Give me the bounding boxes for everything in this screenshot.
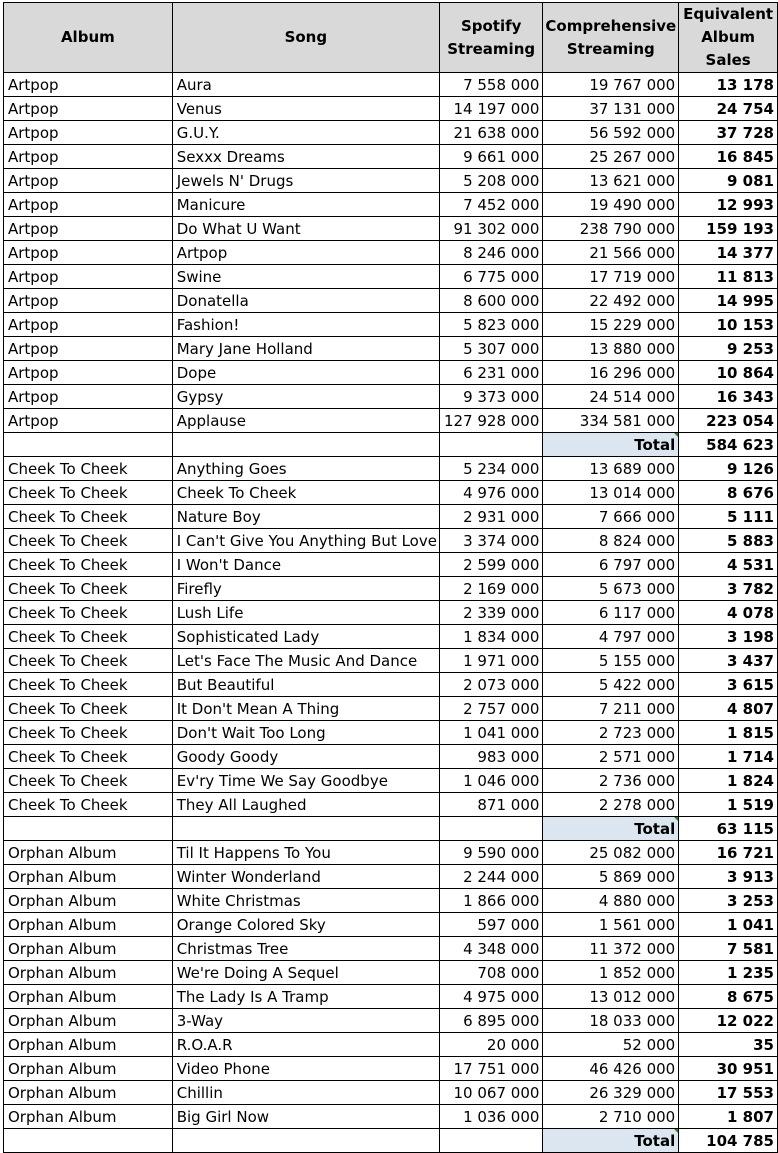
comprehensive-streaming-cell: 238 790 000 — [543, 217, 679, 241]
song-cell: Donatella — [172, 289, 439, 313]
table-row — [4, 961, 778, 985]
equivalent-sales-cell: 37 728 — [679, 121, 778, 145]
song-cell: Christmas Tree — [172, 937, 439, 961]
table-row — [4, 241, 778, 265]
song-cell: Cheek To Cheek — [172, 481, 439, 505]
album-cell: Artpop — [4, 313, 173, 337]
song-cell: Ev'ry Time We Say Goodbye — [172, 769, 439, 793]
song-cell: Applause — [172, 409, 439, 433]
album-cell: Orphan Album — [4, 1057, 173, 1081]
table-row — [4, 121, 778, 145]
spotify-streaming-cell: 2 073 000 — [439, 673, 542, 697]
equivalent-sales-cell: 16 845 — [679, 145, 778, 169]
comprehensive-streaming-cell: 334 581 000 — [543, 409, 679, 433]
song-cell: I Can't Give You Anything But Love — [172, 529, 439, 553]
song-cell: Anything Goes — [172, 457, 439, 481]
spotify-streaming-cell: 1 046 000 — [439, 769, 542, 793]
comprehensive-streaming-cell: 7 211 000 — [543, 697, 679, 721]
equivalent-sales-cell: 3 615 — [679, 673, 778, 697]
table-row — [4, 577, 778, 601]
comprehensive-streaming-cell: 6 797 000 — [543, 553, 679, 577]
spotify-streaming-cell: 2 931 000 — [439, 505, 542, 529]
equivalent-sales-cell: 1 519 — [679, 793, 778, 817]
total-label: Total — [543, 817, 679, 841]
album-cell: Cheek To Cheek — [4, 649, 173, 673]
table-row — [4, 793, 778, 817]
table-row — [4, 73, 778, 97]
album-cell: Artpop — [4, 385, 173, 409]
spotify-streaming-cell: 8 600 000 — [439, 289, 542, 313]
equivalent-sales-cell: 5 883 — [679, 529, 778, 553]
comprehensive-streaming-cell: 26 329 000 — [543, 1081, 679, 1105]
total-label: Total — [543, 1129, 679, 1153]
song-cell: Winter Wonderland — [172, 865, 439, 889]
spotify-streaming-cell: 7 452 000 — [439, 193, 542, 217]
spotify-streaming-cell: 708 000 — [439, 961, 542, 985]
table-row — [4, 1009, 778, 1033]
comprehensive-streaming-cell: 13 014 000 — [543, 481, 679, 505]
album-cell: Artpop — [4, 337, 173, 361]
spotify-streaming-cell: 2 244 000 — [439, 865, 542, 889]
equivalent-sales-cell: 1 815 — [679, 721, 778, 745]
table-row — [4, 145, 778, 169]
album-cell: Orphan Album — [4, 961, 173, 985]
equivalent-sales-cell: 1 714 — [679, 745, 778, 769]
album-cell: Artpop — [4, 73, 173, 97]
spotify-streaming-cell: 4 975 000 — [439, 985, 542, 1009]
comprehensive-streaming-cell: 18 033 000 — [543, 1009, 679, 1033]
spotify-streaming-cell: 91 302 000 — [439, 217, 542, 241]
table-row — [4, 1057, 778, 1081]
comprehensive-streaming-cell: 2 736 000 — [543, 769, 679, 793]
spotify-streaming-cell: 6 231 000 — [439, 361, 542, 385]
empty-cell — [439, 1129, 542, 1153]
album-cell: Orphan Album — [4, 1033, 173, 1057]
song-cell: Let's Face The Music And Dance — [172, 649, 439, 673]
album-cell: Cheek To Cheek — [4, 697, 173, 721]
table-row — [4, 313, 778, 337]
equivalent-sales-cell: 3 437 — [679, 649, 778, 673]
song-cell: I Won't Dance — [172, 553, 439, 577]
equivalent-sales-cell: 9 253 — [679, 337, 778, 361]
song-cell: Chillin — [172, 1081, 439, 1105]
empty-cell — [172, 817, 439, 841]
comprehensive-streaming-cell: 1 852 000 — [543, 961, 679, 985]
song-cell: Swine — [172, 265, 439, 289]
table-row — [4, 97, 778, 121]
comprehensive-streaming-cell: 5 422 000 — [543, 673, 679, 697]
comprehensive-streaming-cell: 7 666 000 — [543, 505, 679, 529]
spotify-streaming-cell: 983 000 — [439, 745, 542, 769]
equivalent-sales-cell: 16 721 — [679, 841, 778, 865]
total-row — [4, 817, 778, 841]
comprehensive-streaming-cell: 2 710 000 — [543, 1105, 679, 1129]
song-cell: Fashion! — [172, 313, 439, 337]
spotify-streaming-cell: 1 866 000 — [439, 889, 542, 913]
album-sales-table — [3, 2, 778, 1153]
equivalent-sales-cell: 14 377 — [679, 241, 778, 265]
spotify-streaming-cell: 1 036 000 — [439, 1105, 542, 1129]
comprehensive-streaming-cell: 19 767 000 — [543, 73, 679, 97]
comprehensive-streaming-cell: 4 880 000 — [543, 889, 679, 913]
spotify-streaming-cell: 10 067 000 — [439, 1081, 542, 1105]
song-cell: Manicure — [172, 193, 439, 217]
comprehensive-streaming-cell: 8 824 000 — [543, 529, 679, 553]
spotify-streaming-cell: 20 000 — [439, 1033, 542, 1057]
song-cell: Orange Colored Sky — [172, 913, 439, 937]
spotify-streaming-cell: 7 558 000 — [439, 73, 542, 97]
table-row — [4, 625, 778, 649]
song-cell: Don't Wait Too Long — [172, 721, 439, 745]
comprehensive-streaming-cell: 52 000 — [543, 1033, 679, 1057]
equivalent-sales-cell: 1 807 — [679, 1105, 778, 1129]
song-cell: G.U.Y. — [172, 121, 439, 145]
comprehensive-streaming-cell: 5 155 000 — [543, 649, 679, 673]
album-cell: Artpop — [4, 217, 173, 241]
table-row — [4, 721, 778, 745]
equivalent-sales-cell: 13 178 — [679, 73, 778, 97]
comprehensive-streaming-cell: 25 267 000 — [543, 145, 679, 169]
album-cell: Artpop — [4, 409, 173, 433]
comprehensive-streaming-cell: 17 719 000 — [543, 265, 679, 289]
album-cell: Cheek To Cheek — [4, 481, 173, 505]
song-cell: They All Laughed — [172, 793, 439, 817]
spotify-streaming-cell: 5 823 000 — [439, 313, 542, 337]
header-comprehensive-streaming: Comprehensive Streaming — [543, 3, 679, 73]
spotify-streaming-cell: 3 374 000 — [439, 529, 542, 553]
spotify-streaming-cell: 17 751 000 — [439, 1057, 542, 1081]
song-cell: R.O.A.R — [172, 1033, 439, 1057]
comprehensive-streaming-cell: 2 278 000 — [543, 793, 679, 817]
song-cell: White Christmas — [172, 889, 439, 913]
song-cell: Lush Life — [172, 601, 439, 625]
table-row — [4, 649, 778, 673]
song-cell: Artpop — [172, 241, 439, 265]
comprehensive-streaming-cell: 25 082 000 — [543, 841, 679, 865]
total-label: Total — [543, 433, 679, 457]
table-row — [4, 889, 778, 913]
song-cell: Mary Jane Holland — [172, 337, 439, 361]
table-row — [4, 265, 778, 289]
equivalent-sales-cell: 3 913 — [679, 865, 778, 889]
table-row — [4, 337, 778, 361]
spotify-streaming-cell: 871 000 — [439, 793, 542, 817]
equivalent-sales-cell: 3 253 — [679, 889, 778, 913]
spotify-streaming-cell: 1 834 000 — [439, 625, 542, 649]
spotify-streaming-cell: 5 307 000 — [439, 337, 542, 361]
song-cell: The Lady Is A Tramp — [172, 985, 439, 1009]
comprehensive-streaming-cell: 5 869 000 — [543, 865, 679, 889]
comprehensive-streaming-cell: 19 490 000 — [543, 193, 679, 217]
spotify-streaming-cell: 597 000 — [439, 913, 542, 937]
comprehensive-streaming-cell: 22 492 000 — [543, 289, 679, 313]
spotify-streaming-cell: 9 373 000 — [439, 385, 542, 409]
album-cell: Orphan Album — [4, 1009, 173, 1033]
song-cell: Big Girl Now — [172, 1105, 439, 1129]
comprehensive-streaming-cell: 1 561 000 — [543, 913, 679, 937]
table-row — [4, 937, 778, 961]
table-row — [4, 361, 778, 385]
album-cell: Orphan Album — [4, 913, 173, 937]
album-cell: Cheek To Cheek — [4, 769, 173, 793]
album-cell: Orphan Album — [4, 841, 173, 865]
empty-cell — [172, 1129, 439, 1153]
song-cell: Goody Goody — [172, 745, 439, 769]
album-cell: Orphan Album — [4, 865, 173, 889]
comprehensive-streaming-cell: 37 131 000 — [543, 97, 679, 121]
spotify-streaming-cell: 4 976 000 — [439, 481, 542, 505]
album-cell: Cheek To Cheek — [4, 529, 173, 553]
table-row — [4, 1105, 778, 1129]
equivalent-sales-cell: 3 782 — [679, 577, 778, 601]
spotify-streaming-cell: 8 246 000 — [439, 241, 542, 265]
album-cell: Orphan Album — [4, 1081, 173, 1105]
equivalent-sales-cell: 24 754 — [679, 97, 778, 121]
comprehensive-streaming-cell: 5 673 000 — [543, 577, 679, 601]
equivalent-sales-cell: 12 993 — [679, 193, 778, 217]
spotify-streaming-cell: 14 197 000 — [439, 97, 542, 121]
table-row — [4, 745, 778, 769]
album-cell: Cheek To Cheek — [4, 745, 173, 769]
table-row — [4, 529, 778, 553]
total-value: 584 623 — [679, 433, 778, 457]
equivalent-sales-cell: 1 235 — [679, 961, 778, 985]
table-row — [4, 985, 778, 1009]
equivalent-sales-cell: 8 676 — [679, 481, 778, 505]
table-row — [4, 217, 778, 241]
album-cell: Orphan Album — [4, 1105, 173, 1129]
total-row — [4, 433, 778, 457]
album-cell: Cheek To Cheek — [4, 673, 173, 697]
song-cell: Aura — [172, 73, 439, 97]
album-cell: Artpop — [4, 121, 173, 145]
song-cell: Jewels N' Drugs — [172, 169, 439, 193]
album-cell: Orphan Album — [4, 889, 173, 913]
comprehensive-streaming-cell: 21 566 000 — [543, 241, 679, 265]
spotify-streaming-cell: 21 638 000 — [439, 121, 542, 145]
song-cell: Firefly — [172, 577, 439, 601]
equivalent-sales-cell: 14 995 — [679, 289, 778, 313]
song-cell: Venus — [172, 97, 439, 121]
song-cell: 3-Way — [172, 1009, 439, 1033]
song-cell: Nature Boy — [172, 505, 439, 529]
comprehensive-streaming-cell: 15 229 000 — [543, 313, 679, 337]
empty-cell — [4, 817, 173, 841]
table-row — [4, 865, 778, 889]
spotify-streaming-cell: 6 775 000 — [439, 265, 542, 289]
album-cell: Cheek To Cheek — [4, 601, 173, 625]
comprehensive-streaming-cell: 6 117 000 — [543, 601, 679, 625]
spotify-streaming-cell: 2 169 000 — [439, 577, 542, 601]
spotify-streaming-cell: 2 599 000 — [439, 553, 542, 577]
table-row — [4, 505, 778, 529]
comprehensive-streaming-cell: 13 012 000 — [543, 985, 679, 1009]
album-cell: Cheek To Cheek — [4, 553, 173, 577]
comprehensive-streaming-cell: 16 296 000 — [543, 361, 679, 385]
song-cell: It Don't Mean A Thing — [172, 697, 439, 721]
equivalent-sales-cell: 1 824 — [679, 769, 778, 793]
empty-cell — [439, 817, 542, 841]
total-value: 104 785 — [679, 1129, 778, 1153]
equivalent-sales-cell: 8 675 — [679, 985, 778, 1009]
comprehensive-streaming-cell: 11 372 000 — [543, 937, 679, 961]
table-row — [4, 289, 778, 313]
equivalent-sales-cell: 223 054 — [679, 409, 778, 433]
equivalent-sales-cell: 5 111 — [679, 505, 778, 529]
album-cell: Orphan Album — [4, 985, 173, 1009]
table-row — [4, 457, 778, 481]
table-row — [4, 913, 778, 937]
header-row — [4, 3, 778, 73]
total-value: 63 115 — [679, 817, 778, 841]
comprehensive-streaming-cell: 46 426 000 — [543, 1057, 679, 1081]
spotify-streaming-cell: 9 661 000 — [439, 145, 542, 169]
album-cell: Artpop — [4, 265, 173, 289]
spotify-streaming-cell: 5 234 000 — [439, 457, 542, 481]
comprehensive-streaming-cell: 2 723 000 — [543, 721, 679, 745]
equivalent-sales-cell: 9 126 — [679, 457, 778, 481]
equivalent-sales-cell: 9 081 — [679, 169, 778, 193]
song-cell: Til It Happens To You — [172, 841, 439, 865]
equivalent-sales-cell: 17 553 — [679, 1081, 778, 1105]
comprehensive-streaming-cell: 56 592 000 — [543, 121, 679, 145]
table-row — [4, 553, 778, 577]
table-body — [4, 73, 778, 1153]
table-row — [4, 169, 778, 193]
equivalent-sales-cell: 1 041 — [679, 913, 778, 937]
table-row — [4, 193, 778, 217]
table-row — [4, 1033, 778, 1057]
album-cell: Artpop — [4, 193, 173, 217]
album-cell: Artpop — [4, 169, 173, 193]
album-cell: Cheek To Cheek — [4, 625, 173, 649]
song-cell: Sophisticated Lady — [172, 625, 439, 649]
table-row — [4, 769, 778, 793]
table-row — [4, 481, 778, 505]
album-cell: Cheek To Cheek — [4, 793, 173, 817]
empty-cell — [439, 433, 542, 457]
comprehensive-streaming-cell: 13 689 000 — [543, 457, 679, 481]
spotify-streaming-cell: 127 928 000 — [439, 409, 542, 433]
table-row — [4, 409, 778, 433]
table-row — [4, 673, 778, 697]
spotify-streaming-cell: 6 895 000 — [439, 1009, 542, 1033]
equivalent-sales-cell: 12 022 — [679, 1009, 778, 1033]
empty-cell — [4, 1129, 173, 1153]
empty-cell — [172, 433, 439, 457]
song-cell: Gypsy — [172, 385, 439, 409]
song-cell: Dope — [172, 361, 439, 385]
total-row — [4, 1129, 778, 1153]
equivalent-sales-cell: 30 951 — [679, 1057, 778, 1081]
spotify-streaming-cell: 1 971 000 — [439, 649, 542, 673]
comprehensive-streaming-cell: 13 621 000 — [543, 169, 679, 193]
album-cell: Cheek To Cheek — [4, 457, 173, 481]
header-album: Album — [4, 3, 173, 73]
table-row — [4, 841, 778, 865]
equivalent-sales-cell: 10 864 — [679, 361, 778, 385]
comprehensive-streaming-cell: 4 797 000 — [543, 625, 679, 649]
song-cell: Sexxx Dreams — [172, 145, 439, 169]
comprehensive-streaming-cell: 13 880 000 — [543, 337, 679, 361]
song-cell: We're Doing A Sequel — [172, 961, 439, 985]
album-cell: Artpop — [4, 97, 173, 121]
spotify-streaming-cell: 4 348 000 — [439, 937, 542, 961]
song-cell: Video Phone — [172, 1057, 439, 1081]
equivalent-sales-cell: 4 531 — [679, 553, 778, 577]
equivalent-sales-cell: 4 078 — [679, 601, 778, 625]
header-equivalent-album-sales: Equivalent Album Sales — [679, 3, 778, 73]
header-spotify-streaming: Spotify Streaming — [439, 3, 542, 73]
table-row — [4, 385, 778, 409]
spotify-streaming-cell: 9 590 000 — [439, 841, 542, 865]
equivalent-sales-cell: 16 343 — [679, 385, 778, 409]
table-row — [4, 1081, 778, 1105]
spotify-streaming-cell: 1 041 000 — [439, 721, 542, 745]
table-row — [4, 601, 778, 625]
album-cell: Artpop — [4, 361, 173, 385]
album-cell: Cheek To Cheek — [4, 577, 173, 601]
comprehensive-streaming-cell: 2 571 000 — [543, 745, 679, 769]
album-cell: Artpop — [4, 145, 173, 169]
equivalent-sales-cell: 11 813 — [679, 265, 778, 289]
song-cell: But Beautiful — [172, 673, 439, 697]
album-cell: Artpop — [4, 289, 173, 313]
song-cell: Do What U Want — [172, 217, 439, 241]
album-cell: Orphan Album — [4, 937, 173, 961]
album-cell: Cheek To Cheek — [4, 721, 173, 745]
equivalent-sales-cell: 4 807 — [679, 697, 778, 721]
spotify-streaming-cell: 2 339 000 — [439, 601, 542, 625]
album-cell: Artpop — [4, 241, 173, 265]
spotify-streaming-cell: 5 208 000 — [439, 169, 542, 193]
album-cell: Cheek To Cheek — [4, 505, 173, 529]
empty-cell — [4, 433, 173, 457]
equivalent-sales-cell: 35 — [679, 1033, 778, 1057]
table-row — [4, 697, 778, 721]
header-song: Song — [172, 3, 439, 73]
equivalent-sales-cell: 159 193 — [679, 217, 778, 241]
comprehensive-streaming-cell: 24 514 000 — [543, 385, 679, 409]
equivalent-sales-cell: 7 581 — [679, 937, 778, 961]
equivalent-sales-cell: 10 153 — [679, 313, 778, 337]
equivalent-sales-cell: 3 198 — [679, 625, 778, 649]
spotify-streaming-cell: 2 757 000 — [439, 697, 542, 721]
